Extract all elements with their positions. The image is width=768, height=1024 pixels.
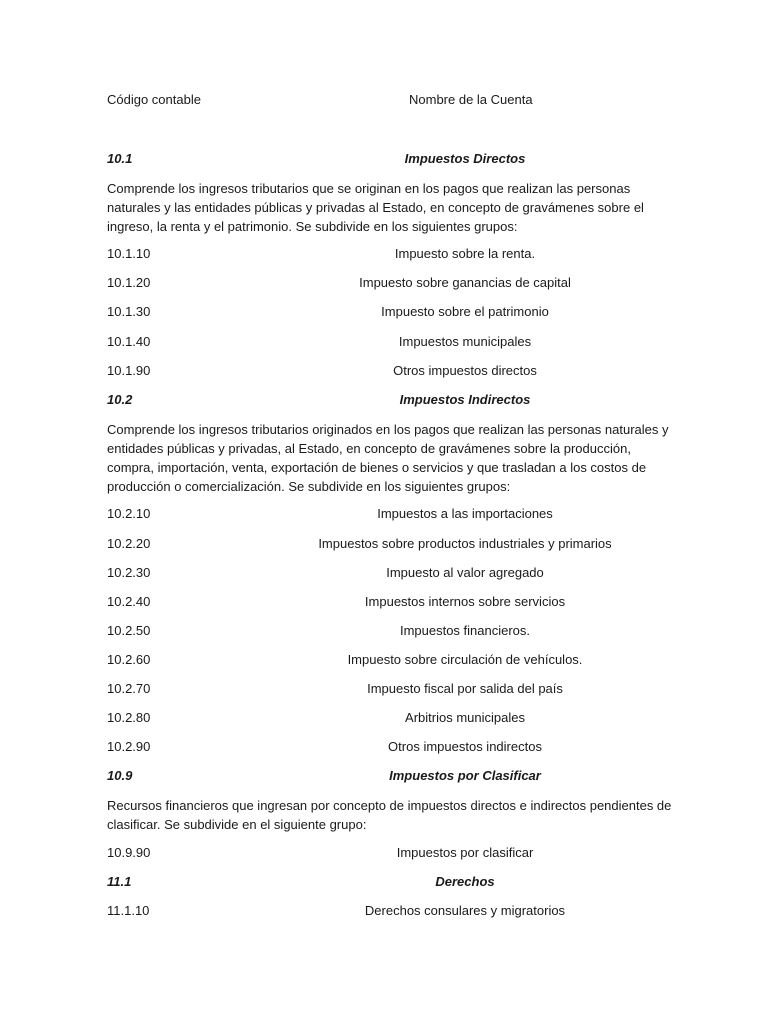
account-name: Impuestos financieros. xyxy=(399,623,531,638)
account-name: Arbitrios municipales xyxy=(405,710,525,725)
account-name: Otros impuestos directos xyxy=(393,363,537,378)
group-heading xyxy=(107,873,667,891)
group-code: 10.9 xyxy=(107,768,133,783)
account-row xyxy=(107,709,667,727)
account-code: 10.1.30 xyxy=(107,304,151,319)
group-code: 10.1 xyxy=(107,151,133,166)
account-row xyxy=(107,274,667,292)
account-code: 10.1.10 xyxy=(107,246,151,261)
account-code: 10.1.40 xyxy=(107,334,151,349)
account-code: 10.2.90 xyxy=(107,739,151,754)
table-header xyxy=(107,91,667,109)
account-code: 10.2.80 xyxy=(107,710,151,725)
group-name: Impuestos Directos xyxy=(404,151,526,166)
group-name: Derechos xyxy=(435,874,495,889)
account-name: Derechos consulares y migratorios xyxy=(364,903,566,918)
account-row xyxy=(107,535,667,553)
account-row xyxy=(107,245,667,263)
account-row xyxy=(107,362,667,380)
account-name: Impuestos por clasificar xyxy=(396,845,534,860)
code-column-header: Código contable xyxy=(107,92,201,107)
account-row xyxy=(107,333,667,351)
account-row xyxy=(107,651,667,669)
account-row xyxy=(107,622,667,640)
account-code: 10.1.90 xyxy=(107,363,151,378)
account-row xyxy=(107,505,667,523)
group-name: Impuestos por Clasificar xyxy=(389,768,541,783)
account-row xyxy=(107,844,667,862)
account-code: 10.2.40 xyxy=(107,594,151,609)
group-heading xyxy=(107,150,667,168)
account-name: Impuesto sobre la renta. xyxy=(394,246,536,261)
account-code: 10.2.20 xyxy=(107,536,151,551)
account-row xyxy=(107,902,667,920)
group-name: Impuestos Indirectos xyxy=(399,392,531,407)
account-name: Impuestos a las importaciones xyxy=(377,506,553,521)
account-code: 10.1.20 xyxy=(107,275,151,290)
account-name: Impuestos internos sobre servicios xyxy=(364,594,566,609)
account-name: Impuestos sobre productos industriales y primarios xyxy=(318,536,612,551)
account-name: Otros impuestos indirectos xyxy=(388,739,542,754)
account-code: 10.2.70 xyxy=(107,681,151,696)
account-row xyxy=(107,303,667,321)
account-name: Impuesto fiscal por salida del país xyxy=(367,681,563,696)
account-code: 10.2.10 xyxy=(107,506,151,521)
account-name: Impuesto sobre el patrimonio xyxy=(381,304,549,319)
account-code: 11.1.10 xyxy=(107,903,150,918)
account-code: 10.2.60 xyxy=(107,652,151,667)
account-name: Impuestos municipales xyxy=(398,334,532,349)
account-row xyxy=(107,738,667,756)
group-description: Recursos financieros que ingresan por concepto de impuestos directos e indirectos pendientes de clasificar. Se subdivide en el siguiente grupo: xyxy=(107,798,672,832)
name-column-header: Nombre de la Cuenta xyxy=(409,92,533,107)
group-code: 11.1 xyxy=(107,874,132,889)
account-name: Impuesto sobre circulación de vehículos. xyxy=(347,652,583,667)
account-row xyxy=(107,680,667,698)
account-code: 10.9.90 xyxy=(107,845,151,860)
group-description: Comprende los ingresos tributarios que se originan en los pagos que realizan las personas naturales y las entidades públicas y privadas al Estado, en concepto de gravámenes sobre el ingreso, la renta y el patrimonio. Se subdivide en los siguientes grupos: xyxy=(107,181,644,234)
group-code: 10.2 xyxy=(107,392,133,407)
account-name: Impuesto al valor agregado xyxy=(386,565,544,580)
group-heading xyxy=(107,767,667,785)
group-description: Comprende los ingresos tributarios originados en los pagos que realizan las personas naturales y entidades públicas y privadas, al Estado, en concepto de gravámenes sobre la producción, compra, importación, venta, exportación de bienes o servicios y que trasladan a los costos de producción o comercialización. Se subdivide en los siguientes grupos: xyxy=(107,422,669,494)
group-heading xyxy=(107,391,667,409)
account-code: 10.2.50 xyxy=(107,623,151,638)
account-row xyxy=(107,564,667,582)
account-code: 10.2.30 xyxy=(107,565,151,580)
account-name: Impuesto sobre ganancias de capital xyxy=(359,275,571,290)
account-row xyxy=(107,593,667,611)
